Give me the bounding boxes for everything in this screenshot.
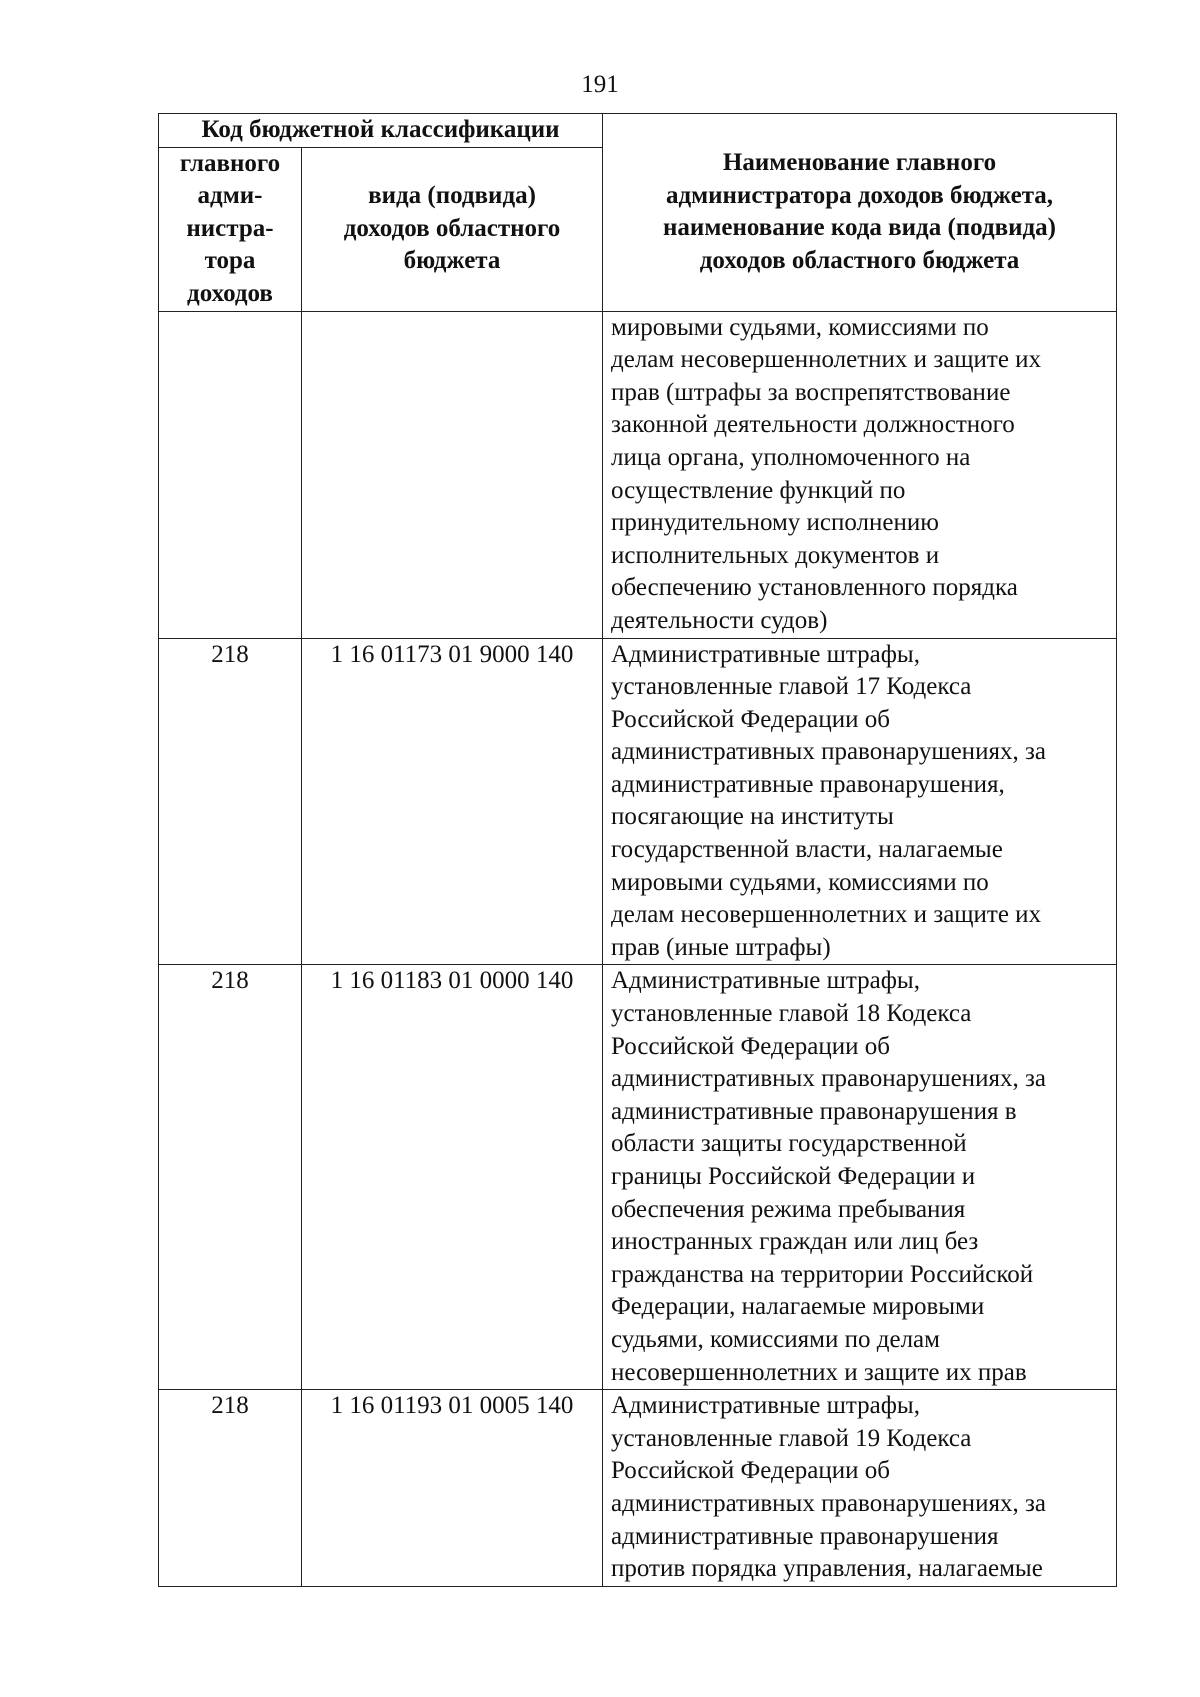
income-code-cell: 1 16 01183 01 0000 140 — [302, 965, 603, 1390]
header-line: администратора доходов бюджета, — [665, 181, 1054, 209]
description-line: Административные штрафы, — [611, 967, 920, 995]
budget-classification-table — [158, 113, 1117, 1587]
description-line: государственной власти, налагаемые — [611, 836, 1003, 864]
header-line: нистра- — [186, 214, 274, 242]
description-line: обеспечения режима пребывания — [611, 1195, 966, 1223]
description-line: обеспечению установленного порядка — [611, 574, 1018, 602]
description-line: Российской Федерации об — [611, 1457, 890, 1485]
table-row — [159, 311, 1117, 638]
description-line: установленные главой 18 Кодекса — [611, 1000, 972, 1028]
header-income-code-column — [302, 147, 603, 311]
header-line: доходов — [187, 279, 273, 307]
description-line: против порядка управления, налагаемые — [611, 1555, 1043, 1583]
description-line: административных правонарушениях, за — [611, 738, 1046, 766]
header-line: адми- — [197, 182, 263, 210]
description-line: Федерации, налагаемые мировыми — [611, 1293, 985, 1321]
table-row — [159, 1390, 1117, 1587]
header-line: главного — [179, 149, 281, 177]
description-line: административные правонарушения в — [611, 1097, 1017, 1125]
description-line: области защиты государственной — [611, 1130, 967, 1158]
description-line: исполнительных документов и — [611, 541, 940, 569]
header-line: тора — [204, 247, 256, 275]
description-line: принудительному исполнению — [611, 509, 939, 537]
description-line: делам несовершеннолетних и защите их — [611, 901, 1042, 929]
table-row — [159, 965, 1117, 1390]
description-line: судьями, комиссиями по делам — [611, 1325, 940, 1353]
header-line: доходов областного бюджета — [699, 246, 1020, 274]
description-line: Российской Федерации об — [611, 705, 890, 733]
table-header — [159, 114, 1117, 312]
description-cell — [603, 311, 1117, 638]
description-line: гражданства на территории Российской — [611, 1260, 1034, 1288]
header-name-column — [603, 114, 1117, 312]
page-number: 191 — [581, 71, 619, 98]
header-line: вида (подвида) — [368, 182, 536, 210]
description-line: Административные штрафы, — [611, 1392, 920, 1420]
description-line: лица органа, уполномоченного на — [611, 443, 971, 471]
header-group-budget-code: Код бюджетной классификации — [159, 114, 603, 148]
admin-code-cell: 218 — [159, 965, 302, 1390]
description-cell — [603, 638, 1117, 965]
income-code-cell — [302, 311, 603, 638]
header-line: доходов областного — [343, 214, 561, 242]
table-body — [159, 311, 1117, 1586]
description-line: Административные штрафы, — [611, 640, 920, 668]
description-line: прав (штрафы за воспрепятствование — [611, 378, 1011, 406]
description-line: мировыми судьями, комиссиями по — [611, 868, 989, 896]
income-code-cell: 1 16 01193 01 0005 140 — [302, 1390, 603, 1587]
header-admin-code-column — [159, 147, 302, 311]
description-line: законной деятельности должностного — [611, 411, 1015, 439]
description-line: прав (иные штрафы) — [611, 933, 831, 961]
description-line: административных правонарушениях, за — [611, 1489, 1046, 1517]
description-line: осуществление функций по — [611, 476, 906, 504]
header-line: бюджета — [403, 247, 501, 275]
description-line: иностранных граждан или лиц без — [611, 1228, 979, 1256]
description-line: административные правонарушения, — [611, 770, 1005, 798]
description-line: посягающие на институты — [611, 803, 894, 831]
admin-code-cell: 218 — [159, 1390, 302, 1587]
description-line: делам несовершеннолетних и защите их — [611, 346, 1042, 374]
description-cell — [603, 965, 1117, 1390]
description-line: мировыми судьями, комиссиями по — [611, 313, 989, 341]
admin-code-cell: 218 — [159, 638, 302, 965]
header-line: Наименование главного — [722, 149, 997, 177]
description-line: несовершеннолетних и защите их прав — [611, 1358, 1027, 1386]
description-line: установленные главой 19 Кодекса — [611, 1424, 972, 1452]
description-line: административные правонарушения — [611, 1522, 999, 1550]
header-line: наименование кода вида (подвида) — [663, 214, 1056, 242]
description-line: установленные главой 17 Кодекса — [611, 673, 972, 701]
description-line: деятельности судов) — [611, 606, 828, 634]
table-row — [159, 638, 1117, 965]
description-cell — [603, 1390, 1117, 1587]
description-line: границы Российской Федерации и — [611, 1163, 976, 1190]
description-line: административных правонарушениях, за — [611, 1065, 1046, 1093]
income-code-cell: 1 16 01173 01 9000 140 — [302, 638, 603, 965]
description-line: Российской Федерации об — [611, 1032, 890, 1060]
admin-code-cell — [159, 311, 302, 638]
